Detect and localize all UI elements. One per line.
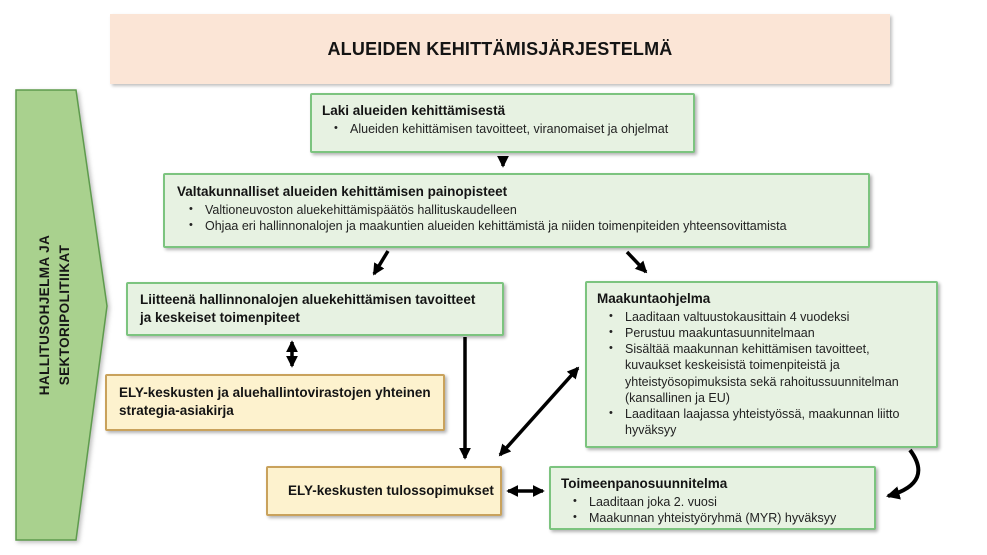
arrow-ely-tulossopimukset-maakuntaohjelma-bidirectional <box>500 368 578 455</box>
title-banner <box>110 14 890 84</box>
box-maakuntaohjelma-title: Maakuntaohjelma <box>597 291 711 306</box>
sector-policy-label <box>10 90 100 540</box>
box-laki-title: Laki alueiden kehittämisestä <box>322 103 506 118</box>
box-liitteena <box>126 282 504 336</box>
box-valtakunnalliset-title: Valtakunnalliset alueiden kehittämisen painopisteet <box>177 184 508 199</box>
sector-policy-chevron <box>10 88 110 542</box>
bullet-item <box>177 202 856 218</box>
bullet-text: Valtioneuvoston aluekehittämispäätös hallituskaudelleen <box>205 202 517 217</box>
bullet-marker: • <box>334 121 338 134</box>
bullet-item <box>597 341 926 406</box>
bullet-marker: • <box>609 325 613 338</box>
bullet-item <box>322 121 683 137</box>
box-ely-strategia <box>105 374 445 431</box>
bullet-marker: • <box>609 407 613 420</box>
bullet-marker: • <box>189 218 193 231</box>
bullet-item <box>561 494 864 510</box>
sector-policy-line2: SEKTORIPOLITIIKAT <box>57 244 72 386</box>
bullet-item <box>597 406 926 439</box>
bullet-text: Alueiden kehittämisen tavoitteet, viranomaiset ja ohjelmat <box>350 121 669 136</box>
diagram-title: ALUEIDEN KEHITTÄMISJÄRJESTELMÄ <box>327 38 673 59</box>
bullet-text: Sisältää maakunnan kehittämisen tavoitteet, kuvaukset keskeisistä toimenpiteistä ja yhteistyösopimuksista sekä rahoitussuunnitelman (kansallinen ja EU) <box>625 342 899 405</box>
bullet-text: Laaditaan valtuustokausittain 4 vuodeksi <box>625 309 850 324</box>
box-ely-tulossopimukset <box>266 466 502 516</box>
box-toimeenpanosuunnitelma <box>549 466 876 530</box>
bullet-text: Perustuu maakuntasuunnitelmaan <box>625 325 815 340</box>
bullet-text: Laaditaan laajassa yhteistyössä, maakunnan liitto hyväksyy <box>625 407 900 438</box>
bullet-marker: • <box>609 342 613 355</box>
bullet-item <box>597 325 926 341</box>
box-toimeenpanosuunnitelma-title: Toimeenpanosuunnitelma <box>561 476 728 491</box>
bullet-item <box>561 510 864 526</box>
box-maakuntaohjelma <box>585 281 938 448</box>
sector-policy-line1: HALLITUSOHJELMA JA <box>36 234 52 396</box>
box-ely-tulossopimukset-title: ELY-keskusten tulossopimukset <box>288 483 494 499</box>
bullet-text: Laaditaan joka 2. vuosi <box>589 494 717 509</box>
arrow-maakuntaohjelma-to-toimeenpanosuunnitelma-curved <box>888 450 918 496</box>
bullet-item <box>177 218 856 234</box>
box-liitteena-title: Liitteenä hallinnonalojen aluekehittämisen tavoitteet ja keskeiset toimenpiteet <box>140 292 476 325</box>
box-ely-strategia-title: ELY-keskusten ja aluehallintovirastojen yhteinen strategia-asiakirja <box>119 385 431 418</box>
arrow-valtakunnalliset-to-liitteena <box>374 251 388 274</box>
box-valtakunnalliset <box>163 173 870 248</box>
bullet-text: Maakunnan yhteistyöryhmä (MYR) hyväksyy <box>589 510 837 525</box>
bullet-marker: • <box>573 494 577 507</box>
bullet-marker: • <box>189 202 193 215</box>
bullet-marker: • <box>573 510 577 523</box>
bullet-item <box>597 309 926 325</box>
bullet-marker: • <box>609 309 613 322</box>
arrow-valtakunnalliset-to-maakuntaohjelma <box>627 252 646 272</box>
bullet-text: Ohjaa eri hallinnonalojen ja maakuntien alueiden kehittämistä ja niiden toimenpiteiden yhteensovittamista <box>205 218 787 233</box>
box-laki <box>310 93 695 153</box>
